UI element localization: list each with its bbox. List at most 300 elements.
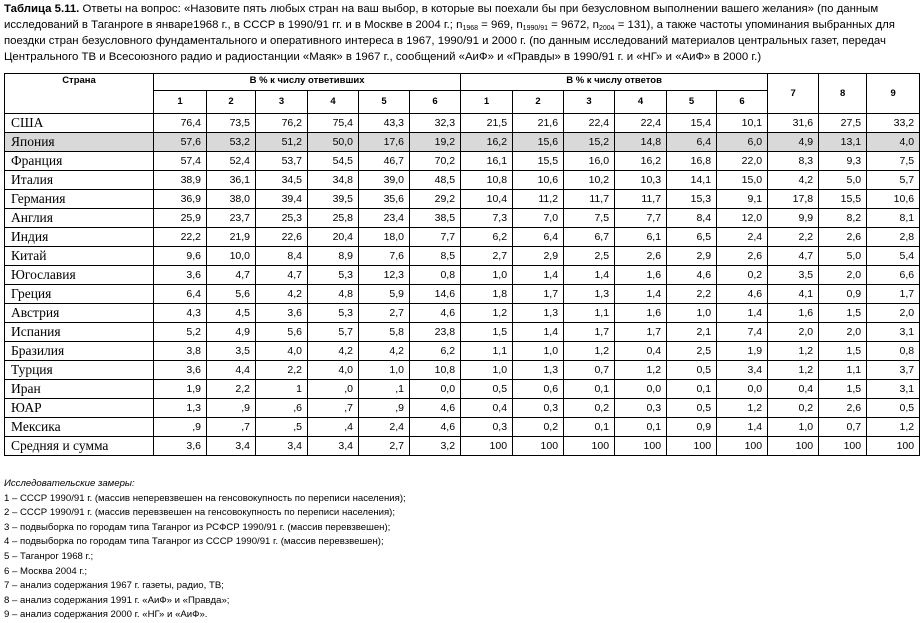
country-cell: США <box>5 114 154 133</box>
value-cell: 38,0 <box>207 190 256 209</box>
value-cell: 100 <box>513 437 564 456</box>
value-cell: 5,8 <box>359 323 410 342</box>
country-cell: Югославия <box>5 266 154 285</box>
value-cell: 1,6 <box>768 304 819 323</box>
value-cell: ,9 <box>154 418 207 437</box>
value-cell: 1,4 <box>717 304 768 323</box>
value-cell: 43,3 <box>359 114 410 133</box>
value-cell: 0,0 <box>615 380 667 399</box>
value-cell: 2,0 <box>819 266 867 285</box>
table-row <box>5 304 920 323</box>
value-cell: 1,4 <box>717 418 768 437</box>
note-item: 1 – СССР 1990/91 г. (массив неперевзвешен на генсовокупность по переписи населения); <box>4 492 406 504</box>
value-cell: 2,4 <box>717 228 768 247</box>
country-cell: Индия <box>5 228 154 247</box>
value-cell: 5,9 <box>359 285 410 304</box>
value-cell: 1,2 <box>768 361 819 380</box>
value-cell: 2,9 <box>667 247 717 266</box>
value-cell: 4,4 <box>207 361 256 380</box>
value-cell: 2,0 <box>768 323 819 342</box>
value-cell: 6,6 <box>867 266 920 285</box>
value-cell: 25,3 <box>256 209 308 228</box>
value-cell: 16,1 <box>461 152 513 171</box>
value-cell: 2,1 <box>667 323 717 342</box>
value-cell: 1,0 <box>513 342 564 361</box>
value-cell: 14,8 <box>615 133 667 152</box>
value-cell: 46,7 <box>359 152 410 171</box>
value-cell: 100 <box>819 437 867 456</box>
header-col-7: 7 <box>768 74 819 114</box>
header-group-respondents: В % к числу ответивших <box>154 74 461 91</box>
value-cell: 4,6 <box>667 266 717 285</box>
value-cell: 1,3 <box>513 304 564 323</box>
value-cell: ,1 <box>359 380 410 399</box>
value-cell: 0,9 <box>667 418 717 437</box>
value-cell: 0,8 <box>410 266 461 285</box>
country-cell: Германия <box>5 190 154 209</box>
value-cell: 32,3 <box>410 114 461 133</box>
value-cell: 100 <box>667 437 717 456</box>
value-cell: 7,3 <box>461 209 513 228</box>
country-cell: Средняя и сумма <box>5 437 154 456</box>
value-cell: 57,6 <box>154 133 207 152</box>
value-cell: 4,6 <box>410 399 461 418</box>
value-cell: 34,5 <box>256 171 308 190</box>
value-cell: 0,1 <box>564 380 615 399</box>
value-cell: 3,6 <box>154 361 207 380</box>
value-cell: ,7 <box>308 399 359 418</box>
value-cell: 10,6 <box>867 190 920 209</box>
value-cell: 1,4 <box>513 266 564 285</box>
note-item: 9 – анализ содержания 2000 г. «НГ» и «АиФ». <box>4 609 208 621</box>
value-cell: 8,4 <box>256 247 308 266</box>
value-cell: 2,0 <box>867 304 920 323</box>
value-cell: 2,4 <box>359 418 410 437</box>
value-cell: 4,0 <box>308 361 359 380</box>
value-cell: 7,0 <box>513 209 564 228</box>
value-cell: 10,6 <box>513 171 564 190</box>
value-cell: 8,2 <box>819 209 867 228</box>
value-cell: 2,0 <box>819 323 867 342</box>
value-cell: 2,7 <box>359 437 410 456</box>
value-cell: 4,5 <box>207 304 256 323</box>
notes-title: Исследовательские замеры: <box>4 478 135 489</box>
value-cell: 7,6 <box>359 247 410 266</box>
value-cell: 1,0 <box>461 361 513 380</box>
value-cell: 3,5 <box>768 266 819 285</box>
value-cell: 4,2 <box>256 285 308 304</box>
value-cell: 100 <box>768 437 819 456</box>
value-cell: 2,6 <box>819 228 867 247</box>
value-cell: 0,1 <box>667 380 717 399</box>
value-cell: 12,0 <box>717 209 768 228</box>
value-cell: 5,7 <box>308 323 359 342</box>
table-row <box>5 266 920 285</box>
value-cell: 10,2 <box>564 171 615 190</box>
table-row <box>5 171 920 190</box>
value-cell: 1,7 <box>615 323 667 342</box>
value-cell: 5,4 <box>867 247 920 266</box>
value-cell: 10,8 <box>461 171 513 190</box>
note-item: 7 – анализ содержания 1967 г. газеты, радио, ТВ; <box>4 580 224 592</box>
value-cell: 4,1 <box>768 285 819 304</box>
value-cell: 5,2 <box>154 323 207 342</box>
value-cell: 1,7 <box>564 323 615 342</box>
value-cell: 19,2 <box>410 133 461 152</box>
value-cell: 48,5 <box>410 171 461 190</box>
caption-text-3: = 9672, n <box>547 19 599 31</box>
value-cell: 39,0 <box>359 171 410 190</box>
value-cell: 15,0 <box>717 171 768 190</box>
country-cell: Австрия <box>5 304 154 323</box>
value-cell: 0,7 <box>564 361 615 380</box>
header-col-2a: 2 <box>207 91 256 114</box>
value-cell: 51,2 <box>256 133 308 152</box>
value-cell: 23,8 <box>410 323 461 342</box>
value-cell: 1,2 <box>564 342 615 361</box>
value-cell: 1 <box>256 380 308 399</box>
value-cell: 17,6 <box>359 133 410 152</box>
value-cell: 38,5 <box>410 209 461 228</box>
value-cell: 12,3 <box>359 266 410 285</box>
value-cell: 15,5 <box>819 190 867 209</box>
value-cell: 7,7 <box>410 228 461 247</box>
value-cell: 22,0 <box>717 152 768 171</box>
value-cell: 39,4 <box>256 190 308 209</box>
value-cell: 3,4 <box>207 437 256 456</box>
value-cell: 0,2 <box>564 399 615 418</box>
value-cell: 3,1 <box>867 380 920 399</box>
value-cell: 4,7 <box>256 266 308 285</box>
table-row <box>5 399 920 418</box>
value-cell: 10,4 <box>461 190 513 209</box>
value-cell: 4,0 <box>867 133 920 152</box>
value-cell: 1,6 <box>615 304 667 323</box>
header-row-groups <box>5 74 920 91</box>
table-row <box>5 152 920 171</box>
value-cell: 70,2 <box>410 152 461 171</box>
value-cell: 52,4 <box>207 152 256 171</box>
value-cell: 2,5 <box>564 247 615 266</box>
table-row <box>5 228 920 247</box>
value-cell: 1,4 <box>513 323 564 342</box>
value-cell: 17,8 <box>768 190 819 209</box>
value-cell: 10,0 <box>207 247 256 266</box>
value-cell: 57,4 <box>154 152 207 171</box>
value-cell: 1,8 <box>461 285 513 304</box>
value-cell: 100 <box>564 437 615 456</box>
caption-sub-1: 1968 <box>462 25 479 32</box>
table-label: Таблица 5.11. <box>4 3 80 15</box>
value-cell: 33,2 <box>867 114 920 133</box>
value-cell: 5,0 <box>819 171 867 190</box>
table-row <box>5 285 920 304</box>
table-caption <box>4 1 909 65</box>
value-cell: 27,5 <box>819 114 867 133</box>
value-cell: 36,9 <box>154 190 207 209</box>
value-cell: 4,9 <box>207 323 256 342</box>
value-cell: 7,5 <box>564 209 615 228</box>
value-cell: 4,0 <box>256 342 308 361</box>
value-cell: 1,4 <box>615 285 667 304</box>
table-row <box>5 323 920 342</box>
value-cell: ,4 <box>308 418 359 437</box>
header-col-3b: 3 <box>564 91 615 114</box>
value-cell: 3,2 <box>410 437 461 456</box>
value-cell: 7,5 <box>867 152 920 171</box>
value-cell: 0,8 <box>867 342 920 361</box>
value-cell: 1,5 <box>819 304 867 323</box>
value-cell: 21,5 <box>461 114 513 133</box>
value-cell: 100 <box>461 437 513 456</box>
value-cell: 53,2 <box>207 133 256 152</box>
value-cell: 4,6 <box>717 285 768 304</box>
value-cell: 5,6 <box>207 285 256 304</box>
value-cell: 0,0 <box>717 380 768 399</box>
value-cell: 76,4 <box>154 114 207 133</box>
value-cell: 0,4 <box>768 380 819 399</box>
value-cell: 0,3 <box>513 399 564 418</box>
value-cell: 15,4 <box>667 114 717 133</box>
value-cell: 10,8 <box>410 361 461 380</box>
value-cell: 13,1 <box>819 133 867 152</box>
table-row <box>5 418 920 437</box>
value-cell: 4,2 <box>308 342 359 361</box>
value-cell: 3,1 <box>867 323 920 342</box>
value-cell: 0,6 <box>513 380 564 399</box>
header-col-8: 8 <box>819 74 867 114</box>
value-cell: 3,6 <box>154 266 207 285</box>
value-cell: 1,9 <box>717 342 768 361</box>
value-cell: 4,3 <box>154 304 207 323</box>
note-item: 2 – СССР 1990/91 г. (массив перевзвешен на генсовокупность по переписи населения); <box>4 507 396 519</box>
note-item: 5 – Таганрог 1968 г.; <box>4 550 94 562</box>
country-cell: Италия <box>5 171 154 190</box>
value-cell: 0,5 <box>667 361 717 380</box>
value-cell: 16,0 <box>564 152 615 171</box>
value-cell: 1,4 <box>564 266 615 285</box>
value-cell: 35,6 <box>359 190 410 209</box>
country-cell: Мексика <box>5 418 154 437</box>
value-cell: 6,1 <box>615 228 667 247</box>
value-cell: 22,4 <box>615 114 667 133</box>
country-cell: Франция <box>5 152 154 171</box>
value-cell: 8,1 <box>867 209 920 228</box>
value-cell: 3,6 <box>256 304 308 323</box>
header-col-3a: 3 <box>256 91 308 114</box>
value-cell: 5,0 <box>819 247 867 266</box>
header-col-4b: 4 <box>615 91 667 114</box>
value-cell: 8,3 <box>768 152 819 171</box>
table-row <box>5 380 920 399</box>
header-col-5b: 5 <box>667 91 717 114</box>
value-cell: 1,1 <box>819 361 867 380</box>
value-cell: 4,2 <box>359 342 410 361</box>
value-cell: 25,9 <box>154 209 207 228</box>
value-cell: 1,2 <box>461 304 513 323</box>
value-cell: 100 <box>867 437 920 456</box>
value-cell: 34,8 <box>308 171 359 190</box>
value-cell: 6,0 <box>717 133 768 152</box>
value-cell: 1,5 <box>819 380 867 399</box>
value-cell: 8,9 <box>308 247 359 266</box>
header-col-5a: 5 <box>359 91 410 114</box>
header-col-1a: 1 <box>154 91 207 114</box>
value-cell: 2,8 <box>867 228 920 247</box>
value-cell: 0,7 <box>819 418 867 437</box>
value-cell: 25,8 <box>308 209 359 228</box>
value-cell: 0,0 <box>410 380 461 399</box>
value-cell: 0,3 <box>461 418 513 437</box>
value-cell: 2,2 <box>256 361 308 380</box>
value-cell: 1,0 <box>768 418 819 437</box>
value-cell: 38,9 <box>154 171 207 190</box>
value-cell: 2,2 <box>667 285 717 304</box>
value-cell: 0,2 <box>768 399 819 418</box>
value-cell: 0,4 <box>461 399 513 418</box>
value-cell: 6,4 <box>513 228 564 247</box>
value-cell: 22,6 <box>256 228 308 247</box>
value-cell: 10,3 <box>615 171 667 190</box>
value-cell: 39,5 <box>308 190 359 209</box>
value-cell: 8,4 <box>667 209 717 228</box>
value-cell: 0,5 <box>867 399 920 418</box>
value-cell: 9,6 <box>154 247 207 266</box>
value-cell: 100 <box>717 437 768 456</box>
value-cell: 73,5 <box>207 114 256 133</box>
table-row <box>5 361 920 380</box>
data-table <box>4 73 920 456</box>
value-cell: 4,7 <box>207 266 256 285</box>
value-cell: 1,0 <box>359 361 410 380</box>
caption-sub-3: 2004 <box>598 25 615 32</box>
value-cell: 31,6 <box>768 114 819 133</box>
table-body <box>5 114 920 456</box>
note-item: 3 – подвыборка по городам типа Таганрог из РСФСР 1990/91 г. (массив перевзвешен); <box>4 521 391 533</box>
country-cell: Китай <box>5 247 154 266</box>
value-cell: 7,4 <box>717 323 768 342</box>
value-cell: 15,2 <box>564 133 615 152</box>
value-cell: 7,7 <box>615 209 667 228</box>
value-cell: 50,0 <box>308 133 359 152</box>
value-cell: 6,5 <box>667 228 717 247</box>
value-cell: 75,4 <box>308 114 359 133</box>
country-cell: Испания <box>5 323 154 342</box>
value-cell: 1,1 <box>461 342 513 361</box>
value-cell: 3,4 <box>256 437 308 456</box>
value-cell: 5,6 <box>256 323 308 342</box>
header-col-4a: 4 <box>308 91 359 114</box>
value-cell: 4,2 <box>768 171 819 190</box>
value-cell: 2,6 <box>717 247 768 266</box>
value-cell: 1,6 <box>615 266 667 285</box>
value-cell: 3,6 <box>154 437 207 456</box>
value-cell: 29,2 <box>410 190 461 209</box>
value-cell: 4,9 <box>768 133 819 152</box>
value-cell: 11,7 <box>615 190 667 209</box>
table-row <box>5 247 920 266</box>
country-cell: Япония <box>5 133 154 152</box>
header-col-6a: 6 <box>410 91 461 114</box>
header-country: Страна <box>5 74 154 114</box>
country-cell: Бразилия <box>5 342 154 361</box>
table-row <box>5 437 920 456</box>
value-cell: 11,2 <box>513 190 564 209</box>
value-cell: 2,7 <box>359 304 410 323</box>
value-cell: 16,2 <box>461 133 513 152</box>
value-cell: 14,6 <box>410 285 461 304</box>
value-cell: 18,0 <box>359 228 410 247</box>
value-cell: 1,1 <box>564 304 615 323</box>
value-cell: 76,2 <box>256 114 308 133</box>
value-cell: 1,3 <box>154 399 207 418</box>
notes-list <box>4 492 909 623</box>
value-cell: 1,3 <box>513 361 564 380</box>
value-cell: 22,2 <box>154 228 207 247</box>
value-cell: 22,4 <box>564 114 615 133</box>
value-cell: 0,2 <box>717 266 768 285</box>
value-cell: 1,2 <box>615 361 667 380</box>
value-cell: 2,6 <box>615 247 667 266</box>
value-cell: 3,8 <box>154 342 207 361</box>
value-cell: 9,9 <box>768 209 819 228</box>
value-cell: 1,0 <box>461 266 513 285</box>
value-cell: 0,5 <box>461 380 513 399</box>
value-cell: 1,5 <box>819 342 867 361</box>
value-cell: 54,5 <box>308 152 359 171</box>
caption-text-4: = 131), а также частоты упоминания выбранных для поездки стран безусловного фундаментального и оперативного интереса в 1967, 1990/91 и 2000 г. (по данным исследований материалов центральных газет, передач Центрального ТВ и Всесоюзного радио и радиостанции «Маяк» в 1967 г., сообщений «АиФ» и «Правды» в 1990/91 г. и «НГ» и «АиФ» в 2000 г.) <box>4 19 895 63</box>
note-item: 6 – Москва 2004 г.; <box>4 565 88 577</box>
value-cell: 1,2 <box>867 418 920 437</box>
value-cell: 16,2 <box>615 152 667 171</box>
value-cell: 20,4 <box>308 228 359 247</box>
value-cell: 2,6 <box>819 399 867 418</box>
table-row <box>5 133 920 152</box>
value-cell: 36,1 <box>207 171 256 190</box>
value-cell: 1,3 <box>564 285 615 304</box>
value-cell: 21,9 <box>207 228 256 247</box>
value-cell: ,0 <box>308 380 359 399</box>
value-cell: 4,8 <box>308 285 359 304</box>
value-cell: 4,6 <box>410 418 461 437</box>
value-cell: 5,3 <box>308 304 359 323</box>
value-cell: ,9 <box>207 399 256 418</box>
table-row <box>5 114 920 133</box>
value-cell: 0,1 <box>615 418 667 437</box>
value-cell: 16,8 <box>667 152 717 171</box>
value-cell: 2,2 <box>207 380 256 399</box>
value-cell: 10,1 <box>717 114 768 133</box>
value-cell: 21,6 <box>513 114 564 133</box>
caption-sub-2: 1990/91 <box>522 25 548 32</box>
country-cell: Иран <box>5 380 154 399</box>
value-cell: 6,2 <box>410 342 461 361</box>
value-cell: 6,2 <box>461 228 513 247</box>
value-cell: 3,4 <box>308 437 359 456</box>
value-cell: 15,5 <box>513 152 564 171</box>
value-cell: 1,2 <box>768 342 819 361</box>
header-col-9: 9 <box>867 74 920 114</box>
value-cell: ,6 <box>256 399 308 418</box>
value-cell: ,7 <box>207 418 256 437</box>
header-group-answers: В % к числу ответов <box>461 74 768 91</box>
value-cell: 9,3 <box>819 152 867 171</box>
value-cell: 5,7 <box>867 171 920 190</box>
value-cell: 2,2 <box>768 228 819 247</box>
value-cell: 6,4 <box>154 285 207 304</box>
value-cell: 0,5 <box>667 399 717 418</box>
country-cell: Англия <box>5 209 154 228</box>
